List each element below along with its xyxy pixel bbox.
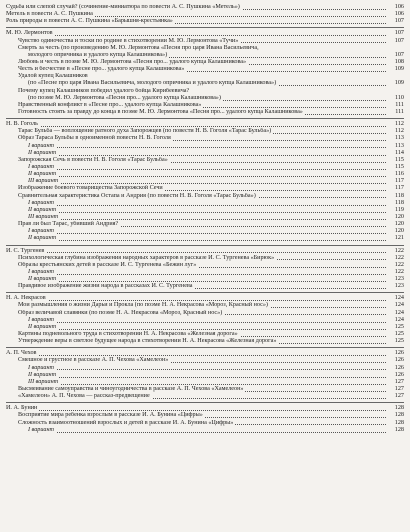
toc-entry-title: Почему купец Калашников победил удалого бойца Кирибеевича? [18, 87, 190, 94]
toc-entry-title: Образ величавой славянки (по поэме Н. А. Некрасова «Мороз, Красный нос») [18, 309, 223, 316]
toc-entry-title: II вариант [28, 371, 57, 378]
toc-section-heading[interactable] [6, 121, 404, 128]
toc-entry-title: «Хамелеон» А. П. Чехова — рассказ-предвещение [18, 393, 150, 400]
toc-entry[interactable] [6, 302, 404, 309]
toc-entry-title: Прав ли был Тарас, убивший Андрия? [18, 221, 119, 228]
toc-page-number: 122 [394, 247, 404, 254]
section-divider [6, 27, 404, 28]
toc-entry-title: II вариант [28, 235, 57, 242]
toc-page-number: 113 [395, 135, 404, 142]
toc-entry-title: II вариант [28, 276, 57, 283]
toc-entry-title: Н. А. Некрасов [6, 295, 46, 302]
toc-page-number: 123 [394, 276, 404, 283]
toc-entry[interactable] [6, 255, 404, 262]
toc-page-number: 115 [395, 156, 404, 163]
toc-page-number: 113 [395, 142, 404, 149]
toc-page-number: 117 [395, 178, 404, 185]
toc-entry[interactable] [6, 221, 404, 228]
toc-entry-title: Смерть за честь (по произведению М. Ю. Лермонтова «Песня про царя Ивана Васильевича, [18, 44, 259, 51]
toc-section-heading[interactable] [6, 295, 404, 302]
toc-entry-title: II вариант [28, 323, 57, 330]
toc-page-number: 125 [394, 323, 404, 330]
toc-page-number: 125 [394, 338, 404, 345]
toc-entry-title: Правдивое изображение жизни народа в рассказах И. С. Тургенева [18, 283, 193, 290]
toc-page-number: 124 [394, 295, 404, 302]
toc-variant-entry[interactable] [6, 214, 404, 221]
toc-entry[interactable] [6, 88, 404, 95]
toc-page-number: 120 [394, 228, 404, 235]
toc-page-number: 125 [394, 331, 404, 338]
toc-page-number: 120 [394, 213, 404, 220]
toc-entry[interactable] [6, 157, 404, 164]
toc-variant-entry[interactable] [6, 379, 404, 386]
toc-entry[interactable] [6, 73, 404, 80]
toc-page-number: 109 [394, 66, 404, 73]
toc-entry[interactable] [6, 310, 404, 317]
section-divider [6, 347, 404, 348]
toc-entry-title: Метель в повести А. С. Пушкина [6, 11, 93, 18]
toc-variant-entry[interactable] [6, 269, 404, 276]
toc-entry-title: Мои размышления о жизни Дарьи и Прокла (по поэме Н. А. Некрасова «Мороз, Красный нос») [18, 302, 268, 309]
toc-entry-title: I вариант [28, 199, 54, 206]
toc-entry-title: Образы крестьянских детей в рассказе И. С. Тургенева «Бежин луг» [18, 261, 197, 268]
toc-section-heading[interactable] [6, 30, 404, 37]
toc-entry-title: Нравственный конфликт в «Песне про... удалого купца Калашникова» [18, 101, 202, 108]
toc-entry-title: Готовность стоять за правду до конца в поэме М. Ю. Лермонтова «Песня про... удалого купца Калашникова» [18, 108, 303, 115]
toc-page-number: 124 [394, 309, 404, 316]
toc-page-number: 123 [394, 283, 404, 290]
toc-variant-entry[interactable] [6, 150, 404, 157]
toc-entry[interactable] [6, 95, 404, 102]
toc-entry[interactable] [6, 193, 404, 200]
toc-entry-title: Высмеивание самоуправства и чиноугодничества в рассказе А. П. Чехова «Хамелеон» [18, 386, 244, 393]
toc-page-number: 127 [394, 378, 404, 385]
toc-entry-title: III вариант [28, 178, 59, 185]
toc-entry[interactable] [6, 185, 404, 192]
toc-entry-title: Смешное и грустное в рассказе А. П. Чехова «Хамелеон» [18, 357, 169, 364]
toc-section-heading[interactable] [6, 405, 404, 412]
table-of-contents [6, 4, 404, 434]
toc-section-heading[interactable] [6, 350, 404, 357]
toc-page-number: 110 [395, 94, 404, 101]
toc-variant-entry[interactable] [6, 276, 404, 283]
toc-entry[interactable] [6, 135, 404, 142]
toc-entry[interactable] [6, 262, 404, 269]
toc-page-number: 107 [394, 18, 404, 25]
toc-entry[interactable] [6, 357, 404, 364]
toc-entry[interactable] [6, 338, 404, 345]
toc-page-number: 114 [395, 149, 404, 156]
toc-entry-title: Тарас Бульба — воплощение ратного духа Запорожцев (по повести Н. В. Гоголя «Тарас Бульба») [18, 128, 272, 135]
toc-entry-title: Образ Тараса Бульбы в одноименной повести Н. В. Гоголя [18, 135, 171, 142]
toc-entry-title: Запорожская Сечь в повести Н. В. Гоголя «Тарас Бульба» [18, 156, 168, 163]
toc-page-number: 118 [395, 199, 404, 206]
toc-page-number: 124 [394, 316, 404, 323]
toc-entry-title: И. С. Тургенев [6, 247, 45, 254]
toc-entry[interactable] [6, 66, 404, 73]
toc-entry[interactable] [6, 386, 404, 393]
toc-section-heading[interactable] [6, 248, 404, 255]
toc-entry-title: Н. В. Гоголь [6, 121, 38, 128]
toc-entry-title: I вариант [28, 268, 54, 275]
toc-entry-title: Изображение боевого товарищества Запорожской Сечи [18, 185, 163, 192]
toc-entry-title: (по поэме М. Ю. Лермонтова «Песня про... удалого купца Калашникова») [28, 94, 221, 101]
toc-entry[interactable] [6, 38, 404, 45]
toc-page-number: 124 [394, 302, 404, 309]
toc-entry[interactable] [6, 420, 404, 427]
toc-entry-title: Чувство одиночества и тоски по родине в стихотворении М. Ю. Лермонтова «Тучи» [18, 37, 239, 44]
toc-entry[interactable] [6, 128, 404, 135]
toc-variant-entry[interactable] [6, 207, 404, 214]
toc-page-number: 119 [395, 206, 404, 213]
toc-entry[interactable] [6, 393, 404, 400]
toc-entry[interactable] [6, 18, 404, 25]
toc-variant-entry[interactable] [6, 200, 404, 207]
toc-entry[interactable] [6, 80, 404, 87]
toc-entry-title: I вариант [28, 163, 54, 170]
toc-variant-entry[interactable] [6, 171, 404, 178]
toc-page-number: 115 [395, 163, 404, 170]
toc-entry-title: Любовь и честь в поэме М. Ю. Лермонтова «Песня про... удалого купца Калашникова» [18, 58, 247, 65]
toc-entry[interactable] [6, 331, 404, 338]
toc-page-number: 118 [395, 192, 404, 199]
toc-entry-title: II вариант [28, 171, 57, 178]
section-divider [6, 118, 404, 119]
toc-variant-entry[interactable] [6, 372, 404, 379]
toc-entry-title: III вариант [28, 213, 59, 220]
toc-entry-title: II вариант [28, 206, 57, 213]
section-divider [6, 245, 404, 246]
toc-page-number: 108 [394, 58, 404, 65]
toc-entry-title: Честь и бесчестие в «Песне про... удалого купца Калашникова» [18, 66, 185, 73]
toc-entry[interactable] [6, 45, 404, 52]
toc-entry-title: Удалой купец Калашников [18, 73, 88, 80]
toc-entry[interactable] [6, 283, 404, 290]
section-divider [6, 402, 404, 403]
toc-page-number: 127 [394, 393, 404, 400]
toc-page-number: 126 [394, 371, 404, 378]
toc-page-number: 112 [395, 121, 404, 128]
toc-entry-title: молодого опричника и удалого купца Калашникова») [28, 51, 168, 58]
toc-entry[interactable] [6, 412, 404, 419]
toc-entry[interactable] [6, 11, 404, 18]
toc-entry-title: III вариант [28, 378, 59, 385]
toc-entry-title: Восприятие мира ребенка взрослым в рассказе И. А. Бунина «Цифры» [18, 412, 203, 419]
toc-page-number: 122 [394, 254, 404, 261]
toc-page-number: 109 [394, 80, 404, 87]
toc-entry-title: I вариант [28, 142, 54, 149]
toc-variant-entry[interactable] [6, 228, 404, 235]
toc-entry-title: I вариант [28, 426, 54, 433]
toc-page-number: 120 [394, 221, 404, 228]
toc-variant-entry[interactable] [6, 365, 404, 372]
toc-entry[interactable] [6, 52, 404, 59]
toc-variant-entry[interactable] [6, 317, 404, 324]
toc-page-number: 112 [395, 128, 404, 135]
toc-entry[interactable] [6, 59, 404, 66]
toc-entry-title: I вариант [28, 364, 54, 371]
toc-page-number: 122 [394, 261, 404, 268]
toc-entry[interactable] [6, 4, 404, 11]
toc-page-number: 106 [394, 4, 404, 10]
toc-page-number: 128 [394, 426, 404, 433]
section-divider [6, 292, 404, 293]
toc-entry-title: М. Ю. Лермонтов [6, 30, 53, 37]
toc-entry-title: I вариант [28, 228, 54, 235]
toc-entry-title: Сложность взаимоотношений взрослых и детей в рассказе И. А. Бунина «Цифры» [18, 419, 234, 426]
toc-page-number: 127 [394, 386, 404, 393]
toc-entry-title: Утверждение веры в светлое будущее народа в стихотворении Н. А. Некрасова «Железная дорога» [18, 338, 277, 345]
toc-page-number: 121 [394, 235, 404, 242]
toc-variant-entry[interactable] [6, 164, 404, 171]
toc-page-number: 126 [394, 350, 404, 357]
toc-page-number: 128 [394, 412, 404, 419]
toc-entry-title: Сравнительная характеристика Остапа и Андрия (по повести Н. В. Гоголя «Тарас Бульба») [18, 192, 256, 199]
toc-entry[interactable] [6, 102, 404, 109]
toc-page-number: 111 [395, 101, 404, 108]
toc-entry-title: И. А. Бунин [6, 405, 38, 412]
toc-entry-title: Судьба или слепой случай? (сочинение-миниатюра по повести А. С. Пушкина «Метель») [6, 4, 240, 10]
toc-page-number: 106 [394, 11, 404, 18]
toc-entry-title: Роль природы в повести А. С. Пушкина «Барышня-крестьянка» [6, 18, 173, 25]
toc-entry[interactable] [6, 109, 404, 116]
toc-page-number: 116 [395, 171, 404, 178]
toc-page-number: 128 [394, 419, 404, 426]
toc-page-number: 128 [394, 405, 404, 412]
toc-page-number: 117 [395, 185, 404, 192]
toc-page-number: 126 [394, 357, 404, 364]
toc-page-number: 126 [394, 364, 404, 371]
toc-variant-entry[interactable] [6, 143, 404, 150]
toc-variant-entry[interactable] [6, 427, 404, 434]
toc-entry-title: II вариант [28, 149, 57, 156]
toc-page-number: 122 [394, 268, 404, 275]
toc-entry-title: Психологическая глубина изображения народных характеров в рассказе И. С. Тургенева «Бирюк» [18, 254, 275, 261]
toc-variant-entry[interactable] [6, 178, 404, 185]
toc-entry-title: Картины подневольного труда в стихотворении Н. А. Некрасова «Железная дорога» [18, 331, 238, 338]
toc-entry-title: I вариант [28, 316, 54, 323]
toc-variant-entry[interactable] [6, 235, 404, 242]
toc-entry-title: А. П. Чехов [6, 350, 37, 357]
toc-page-number: 107 [394, 30, 404, 37]
toc-entry-title: (по «Песне про царя Ивана Васильевича, молодого опричника и удалого купца Калашникова») [28, 80, 277, 87]
toc-page-number: 107 [394, 51, 404, 58]
toc-page-number: 111 [395, 108, 404, 115]
toc-page-number: 107 [394, 37, 404, 44]
toc-variant-entry[interactable] [6, 324, 404, 331]
